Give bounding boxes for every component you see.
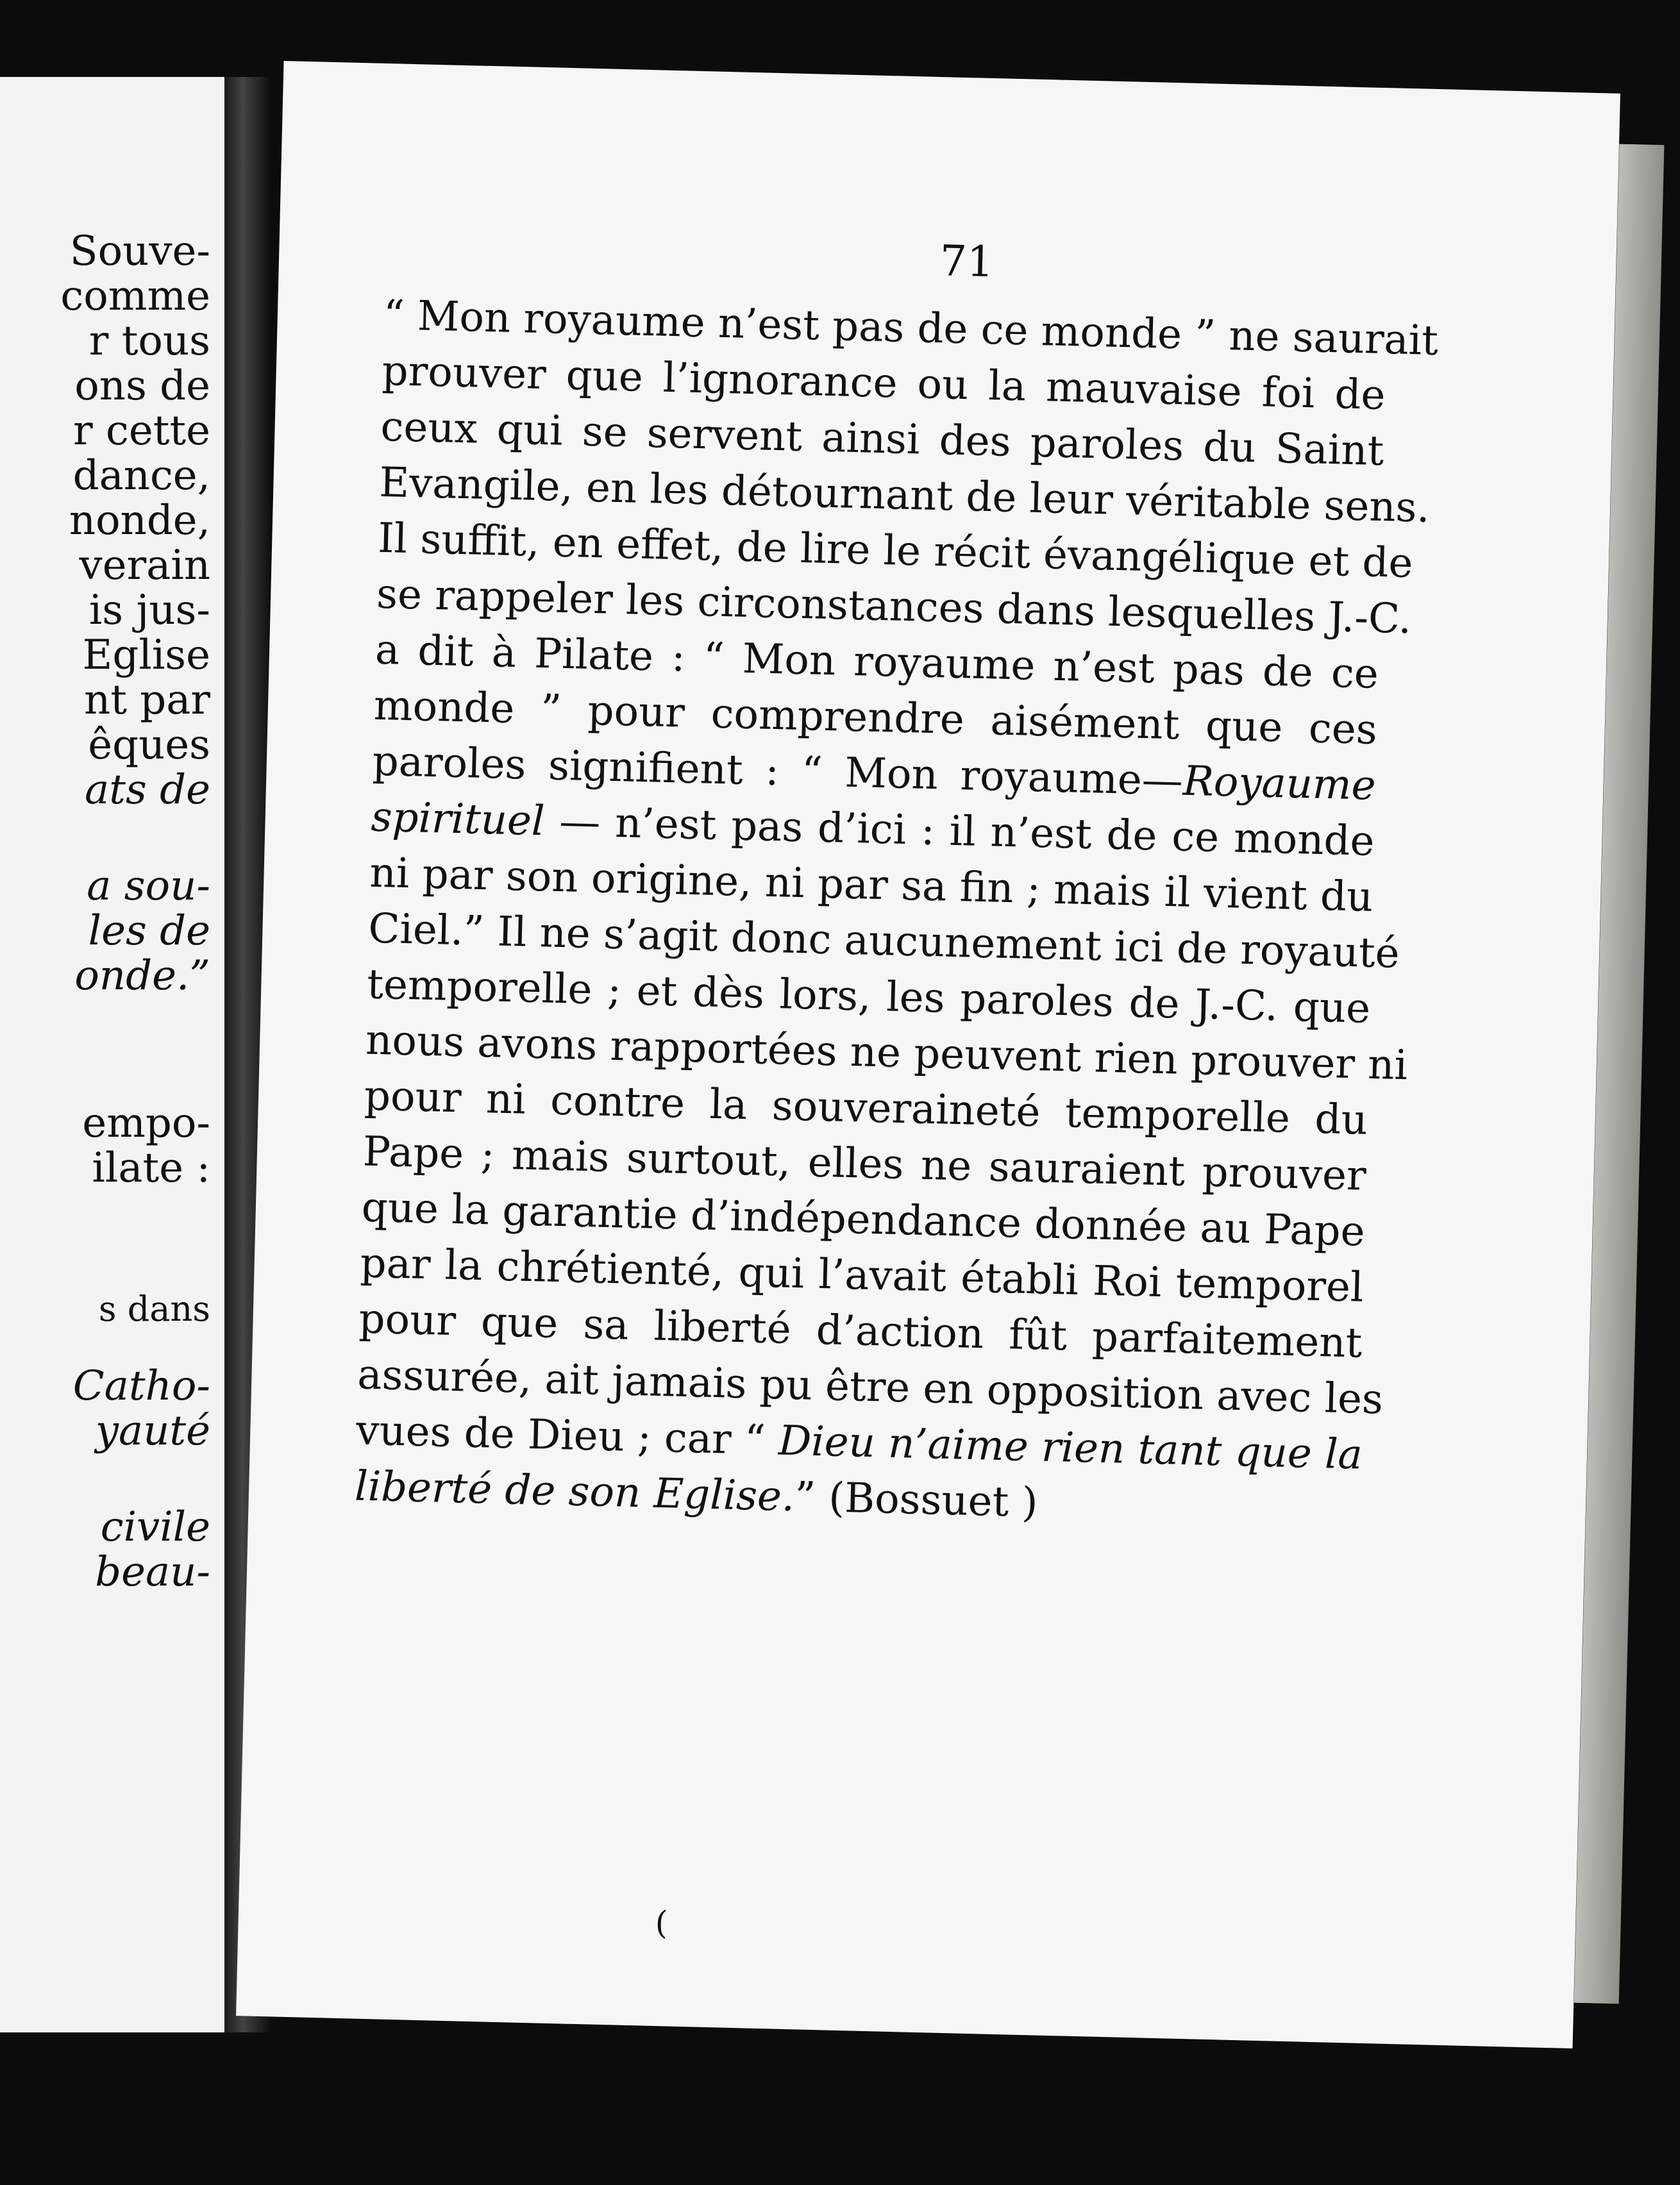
- left-page-line: les de: [88, 907, 210, 955]
- left-page-line: ilate :: [92, 1144, 210, 1192]
- left-page-line: a sou-: [87, 862, 210, 910]
- italic-text: Royaume: [1182, 757, 1377, 810]
- left-page-line: comme: [60, 272, 210, 320]
- left-page-line: r tous: [88, 317, 210, 365]
- italic-text: spirituel: [370, 793, 546, 846]
- left-page-line: beau-: [95, 1548, 210, 1596]
- left-page-line: civile: [100, 1503, 210, 1551]
- text-run: paroles signifient : “ Mon royaume—: [372, 737, 1184, 805]
- left-page-fragment: [0, 77, 235, 2032]
- left-page-line: ats de: [85, 766, 210, 814]
- left-page-line: verain: [79, 542, 210, 589]
- text-run: ceux qui se servent ainsi des paroles du Saint: [380, 403, 1385, 476]
- left-page-line: ons de: [74, 362, 210, 410]
- text-run: prouver que l’ignorance ou la mauvaise foi de: [381, 347, 1386, 420]
- page-number: 71: [939, 236, 995, 287]
- left-page-line: yauté: [95, 1407, 210, 1455]
- left-page-line: onde.”: [74, 952, 210, 1000]
- text-run: Il suffit, en effet, de lire le récit évangélique et de: [377, 514, 1414, 588]
- left-page-line: nt par: [84, 676, 210, 724]
- text-run: que la garantie d’indépendance donnée au Pape: [361, 1184, 1366, 1256]
- text-run: pour que sa liberté d’action fût parfaitement: [358, 1295, 1363, 1368]
- text-run: vues de Dieu ; car “: [355, 1407, 779, 1465]
- text-run: Pape ; mais surtout, elles ne sauraient prouver: [362, 1128, 1367, 1200]
- italic-text: liberté de son Eglise.: [354, 1462, 796, 1521]
- text-run: pour ni contre la souveraineté temporelle du: [364, 1072, 1368, 1144]
- left-page-line: r cette: [73, 407, 210, 455]
- text-run: a dit à Pilate : “ Mon royaume n’est pas de ce: [374, 626, 1379, 698]
- left-page-line: empo-: [82, 1100, 210, 1147]
- left-page-line: is jus-: [88, 587, 210, 634]
- text-run: ” (Bossuet ): [794, 1473, 1039, 1527]
- left-page-line: nonde,: [69, 497, 210, 544]
- left-page-line: Catho-: [72, 1362, 210, 1410]
- italic-text: Dieu n’aime rien tant que la: [778, 1417, 1363, 1479]
- text-run: Ciel.” Il ne s’agit donc aucunement ici de royauté: [367, 905, 1400, 978]
- text-run: assurée, ait jamais pu être en opposition avec les: [357, 1351, 1384, 1424]
- bottom-mark: (: [655, 1904, 669, 1942]
- text-run: nous avons rapportées ne peuvent rien prouver ni: [365, 1016, 1408, 1090]
- text-run: se rappeler les circonstances dans lesquelles J.-C.: [376, 570, 1412, 644]
- left-page-line: êques: [88, 721, 210, 769]
- text-run: “ Mon royaume n’est pas de ce monde ” ne saurait: [383, 291, 1439, 365]
- left-page-line: dance,: [72, 452, 210, 499]
- body-text: [354, 288, 1439, 1539]
- right-page: [236, 61, 1620, 2048]
- text-run: temporelle ; et dès lors, les paroles de J.-C. que: [366, 960, 1371, 1033]
- text-run: par la chrétienté, qui l’avait établi Roi temporel: [359, 1239, 1365, 1312]
- left-page-line: Eglise: [82, 632, 210, 679]
- text-run: ni par son origine, ni par sa fin ; mais il vient du: [369, 849, 1374, 921]
- text-run: — n’est pas d’ici : il n’est de ce monde: [544, 798, 1375, 866]
- text-run: monde ” pour comprendre aisément que ces: [373, 682, 1378, 754]
- left-page-line: s dans: [98, 1289, 210, 1329]
- text-run: Evangile, en les détournant de leur véritable sens.: [378, 458, 1431, 532]
- left-page-line: Souve-: [69, 228, 210, 275]
